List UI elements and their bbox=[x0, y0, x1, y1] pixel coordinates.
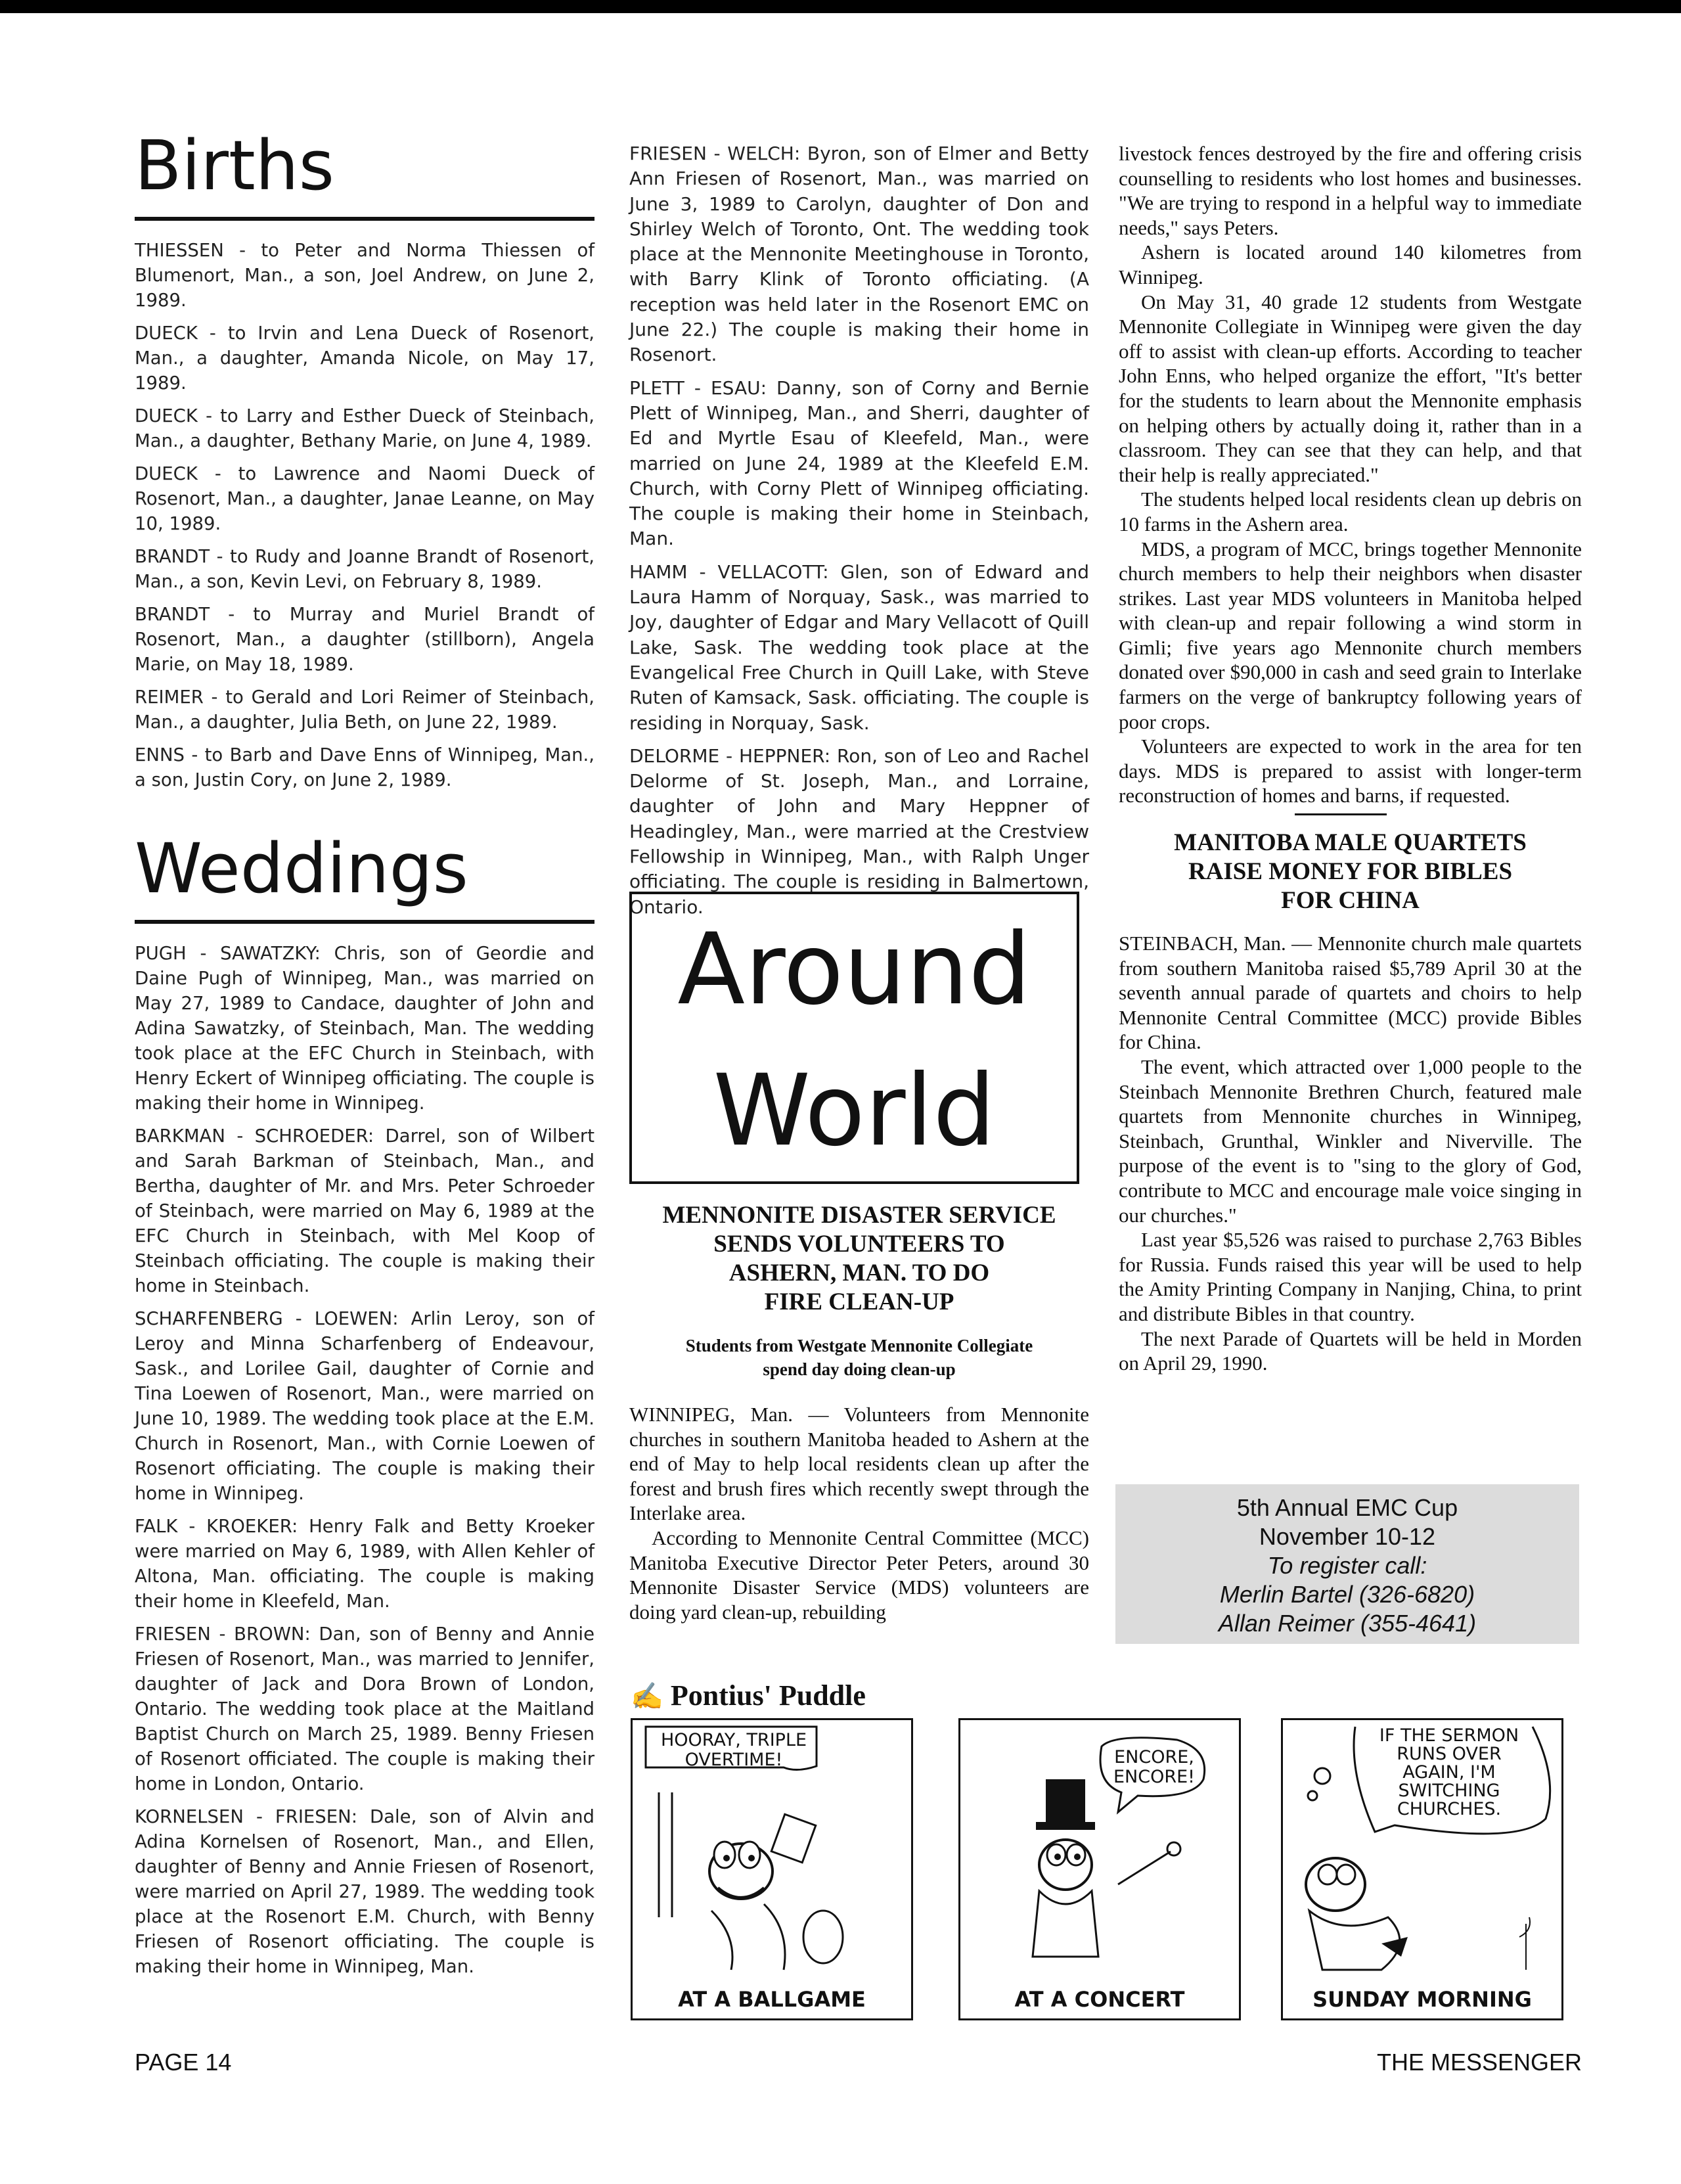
wedding-entry: FALK - KROEKER: Henry Falk and Betty Kroeker were married on May 6, 1989, with Allen Kehler of Altona, Man. officiating. The couple is making their home in Kleefeld, Man. bbox=[135, 1516, 594, 1612]
comic-panel-3 bbox=[1281, 1718, 1563, 2020]
subhead-line: spend day doing clean-up bbox=[763, 1359, 956, 1379]
column-middle bbox=[629, 141, 1089, 928]
bubble-line: CHURCHES. bbox=[1397, 1799, 1502, 1819]
cup-dates: November 10-12 bbox=[1259, 1523, 1436, 1550]
birth-entry: BRANDT - to Murray and Muriel Brandt of Rosenort, Man., a daughter (stillborn), Angela Marie, on May 18, 1989. bbox=[135, 604, 594, 675]
bubble-line: HOORAY, TRIPLE bbox=[660, 1730, 807, 1750]
birth-entry: DUECK - to Irvin and Lena Dueck of Rosenort, Man., a daughter, Amanda Nicole, on May 17, 1989. bbox=[135, 323, 594, 394]
around-word: Around bbox=[677, 913, 1031, 1027]
article-paragraph: On May 31, 40 grade 12 students from Westgate Mennonite Collegiate in Winnipeg were given the day off to assist with clean-up efforts. According to teacher John Enns, who helped organize the effort, "It's better for the students to learn about the Mennonite emphasis on helping others by actually doing it, rather than in a classroom. They can see that they can help, and that their help is really appreciated." bbox=[1119, 290, 1582, 486]
birth-entry: DUECK - to Lawrence and Naomi Dueck of Rosenort, Man., a daughter, Janae Leanne, on May 10, 1989. bbox=[135, 463, 594, 534]
wedding-entry: PUGH - SAWATZKY: Chris, son of Geordie and Daine Pugh of Winnipeg, Man., was married on May 27, 1989 to Candace, daughter of John and Adina Sawatzky, of Steinbach, Man. The wedding took place at the EFC Church in Steinbach, with Henry Eckert of Winnipeg officiating. The couple is making their home in Winnipeg. bbox=[135, 943, 594, 1114]
bubble-line: SWITCHING bbox=[1398, 1781, 1500, 1801]
cup-register-label: To register call: bbox=[1267, 1552, 1427, 1579]
bubble-line: IF THE SERMON bbox=[1379, 1725, 1519, 1746]
wedding-entry: SCHARFENBERG - LOEWEN: Arlin Leroy, son of Leroy and Minna Scharfenberg of Endeavour, Sask., and Lorilee Gail, daughter of Cornie and Tina Loewen of Rosenort, Man., were married on June 10, 1989. The wedding took place at the E.M. Church in Rosenort, Man., with Cornie Loewen of Rosenort officiating. The couple is making their home in Winnipeg. bbox=[135, 1308, 594, 1504]
weddings-rule bbox=[135, 920, 594, 924]
wedding-entry: HAMM - VELLACOTT: Glen, son of Edward and Laura Hamm of Norquay, Sask., was married to Joy, daughter of Edgar and Mary Vellacott of Quill Lake, Sask. The wedding took place at the Evangelical Free Church in Quill Lake, with Steve Ruten of Kamsack, Sask. officiating. The couple is residing in Norquay, Sask. bbox=[629, 560, 1089, 734]
panel-caption: AT A BALLGAME bbox=[678, 1987, 866, 2012]
article-paragraph: STEINBACH, Man. — Mennonite church male quartets from southern Manitoba raised $5,789 April 30 at the seventh annual parade of quartets and choirs to help Mennonite Central Committee (MCC) provide Bibles for China. bbox=[1119, 932, 1582, 1054]
cup-contact: Merlin Bartel (326-6820) bbox=[1219, 1581, 1475, 1608]
comic-logo-icon: ✍ bbox=[631, 1681, 663, 1711]
cup-contact: Allan Reimer (355-4641) bbox=[1218, 1610, 1477, 1637]
article-paragraph: According to Mennonite Central Committee (MCC) Manitoba Executive Director Peter Peters, around 30 Mennonite Disaster Service (MDS) volunteers are doing yard clean-up, rebuilding bbox=[629, 1526, 1089, 1624]
page-number: PAGE 14 bbox=[135, 2049, 232, 2076]
wedding-entry: KORNELSEN - FRIESEN: Dale, son of Alvin and Adina Kornelsen of Rosenort, Man., and Ellen, daughter of Benny and Annie Friesen of Rosenort, were married on April 27, 1989. The wedding took place at the Rosenort E.M. Church, with Benny Friesen of Rosenort officiating. The couple is making their home in Winnipeg, Man. bbox=[135, 1806, 594, 1977]
world-word: World bbox=[713, 1054, 996, 1168]
cup-title: 5th Annual EMC Cup bbox=[1236, 1494, 1458, 1521]
birth-entry: DUECK - to Larry and Esther Dueck of Steinbach, Man., a daughter, Bethany Marie, on June 4, 1989. bbox=[135, 405, 594, 451]
publication-name: THE MESSENGER bbox=[1376, 2049, 1582, 2076]
bubble-line: OVERTIME! bbox=[684, 1750, 783, 1770]
speech-bubble bbox=[1098, 1748, 1210, 1787]
headline-line: ASHERN, MAN. TO DO bbox=[728, 1260, 990, 1286]
emc-cup-notice bbox=[1115, 1484, 1579, 1644]
headline-line: FOR CHINA bbox=[1281, 887, 1420, 915]
article-paragraph: The students helped local residents clean up debris on 10 farms in the Ashern area. bbox=[1119, 488, 1582, 535]
column-right bbox=[1119, 141, 1582, 1376]
birth-entry: ENNS - to Barb and Dave Enns of Winnipeg, Man., a son, Justin Cory, on June 2, 1989. bbox=[135, 744, 594, 790]
article-paragraph: The next Parade of Quartets will be held in Morden on April 29, 1990. bbox=[1119, 1327, 1582, 1375]
top-border bbox=[0, 0, 1681, 13]
wedding-entry: DELORME - HEPPNER: Ron, son of Leo and Rachel Delorme of St. Joseph, Man., and Lorraine, daughter of John and Mary Heppner of Headingley, Man., were married at the Crestview Fellowship in Winnipeg, Man., with Ralph Unger officiating. The couple is residing in Balmertown, Ontario. bbox=[629, 744, 1089, 918]
panel-caption: SUNDAY MORNING bbox=[1312, 1987, 1532, 2012]
wedding-entry: BARKMAN - SCHROEDER: Darrel, son of Wilbert and Sarah Barkman of Steinbach, Man., and Bertha, daughter of Mr. and Mrs. Peter Schroeder of Steinbach, were married on May 6, 1989 at the EFC Church in Steinbach, with Mel Koop of Steinbach officiating. The couple is making their home in Steinbach. bbox=[135, 1126, 594, 1296]
article-paragraph: MDS, a program of MCC, brings together Mennonite church members to help their neighbors when disaster strikes. Last year MDS volunteers in Manitoba helped with clean-up and repair following a wind storm in Gimli; five years ago Mennonite church members donated over $90,000 in cash and seed grain to Interlake farmers on the verge of bankruptcy following years of poor crops. bbox=[1119, 537, 1582, 733]
panel-caption: AT A CONCERT bbox=[1014, 1987, 1185, 2012]
comic-title bbox=[631, 1679, 866, 1712]
headline-line: SENDS VOLUNTEERS TO bbox=[713, 1231, 1005, 1258]
headline-line: FIRE CLEAN-UP bbox=[764, 1288, 954, 1315]
article-paragraph: Ashern is located around 140 kilometres from Winnipeg. bbox=[1119, 240, 1582, 288]
wedding-entry: FRIESEN - BROWN: Dan, son of Benny and Annie Friesen of Rosenort, Man., was married to Jennifer, daughter of Jack and Dora Brown of London, Ontario. The wedding took place at the Maitland Baptist Church on March 25, 1989. Benny Friesen of Rosenort officiated. The couple is making their home in London, Ontario. bbox=[135, 1624, 594, 1794]
headline-line: MANITOBA MALE QUARTETS bbox=[1174, 829, 1527, 857]
bubble-line: AGAIN, I'M bbox=[1402, 1762, 1496, 1783]
wedding-entry: FRIESEN - WELCH: Byron, son of Elmer and Betty Ann Friesen of Rosenort, Man., was married on June 3, 1989 to Carolyn, daughter of Don and Shirley Welch of Toronto, Ont. The wedding took place at the Mennonite Meetinghouse in Toronto, with Barry Klink of Toronto officiating. (A reception was held later in the Rosenort EMC on June 22.) The couple is making their home in Rosenort. bbox=[629, 143, 1089, 366]
births-list bbox=[135, 238, 594, 792]
bubble-line: ENCORE, bbox=[1114, 1747, 1194, 1767]
weddings-heading: Weddings bbox=[135, 829, 468, 909]
speech-bubble bbox=[655, 1731, 813, 1770]
headline-line: RAISE MONEY FOR BIBLES bbox=[1188, 858, 1513, 886]
mds-subhead bbox=[629, 1334, 1089, 1381]
births-rule bbox=[135, 217, 594, 221]
wedding-entry: PLETT - ESAU: Danny, son of Corny and Bernie Plett of Winnipeg, Man., and Sherri, daughter of Ed and Myrtle Esau of Kleefeld, Man., were married on June 24, 1989 at the Kleefeld E.M. Church, with Corny Plett of Winnipeg officiating. The couple is making their home in Steinbach, Man. bbox=[629, 376, 1089, 550]
article-paragraph: The event, which attracted over 1,000 people to the Steinbach Mennonite Brethren Church, featured male quartets from Mennonite churches in Winnipeg, Steinbach, Grunthal, Winkler and Niverville. The purpose of the event is to "sing to the glory of God, contribute to MCC and encourage male voice singing in our churches." bbox=[1119, 1055, 1582, 1227]
headline-line: MENNONITE DISASTER SERVICE bbox=[662, 1202, 1056, 1229]
mds-headline bbox=[629, 1201, 1089, 1317]
column-left bbox=[135, 125, 594, 1987]
bubble-line: ENCORE! bbox=[1113, 1767, 1195, 1787]
article-paragraph: WINNIPEG, Man. — Volunteers from Mennonite churches in southern Manitoba headed to Ashern at the end of May to help local residents clean up after the forest and brush fires which recently swept through the Interlake area. bbox=[629, 1403, 1089, 1525]
article-divider bbox=[1295, 813, 1387, 815]
bubble-line: RUNS OVER bbox=[1397, 1744, 1502, 1764]
comic-title-text: Pontius' Puddle bbox=[670, 1679, 866, 1712]
mds-article bbox=[629, 1201, 1089, 1624]
around-world-box bbox=[629, 892, 1079, 1184]
birth-entry: THIESSEN - to Peter and Norma Thiessen of Blumenort, Man., a son, Joel Andrew, on June 2, 1989. bbox=[135, 240, 594, 311]
quartets-headline bbox=[1119, 829, 1582, 915]
article-paragraph: Volunteers are expected to work in the area for ten days. MDS is prepared to assist with longer-term reconstruction of homes and barns, if requested. bbox=[1119, 735, 1582, 808]
birth-entry: REIMER - to Gerald and Lori Reimer of Steinbach, Man., a daughter, Julia Beth, on June 22, 1989. bbox=[135, 687, 594, 733]
comic-panel-2 bbox=[958, 1718, 1241, 2020]
speech-bubble bbox=[1360, 1727, 1538, 1819]
article-paragraph: livestock fences destroyed by the fire and offering crisis counselling to residents who lost homes and businesses. "We are trying to respond in a helpful way to immediate needs," says Peters. bbox=[1119, 142, 1582, 239]
article-paragraph: Last year $5,526 was raised to purchase 2,763 Bibles for Russia. Funds raised this year will be used to help the Amity Printing Company in Nanjing, China, to print and distribute Bibles in that country. bbox=[1119, 1228, 1582, 1325]
weddings-list bbox=[135, 941, 594, 1979]
birth-entry: BRANDT - to Rudy and Joanne Brandt of Rosenort, Man., a son, Kevin Levi, on February 8, 1989. bbox=[135, 546, 594, 592]
subhead-line: Students from Westgate Mennonite Collegiate bbox=[685, 1336, 1033, 1355]
comic-panel-1 bbox=[631, 1718, 913, 2020]
births-heading: Births bbox=[135, 125, 334, 206]
